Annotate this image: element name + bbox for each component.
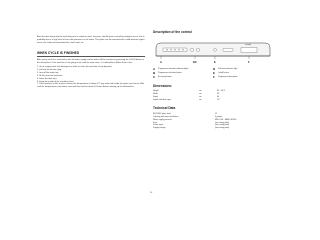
step-item: 3. turn off the water tap.: [37, 71, 59, 74]
dimensions-heading: Dimensions:: [153, 83, 173, 88]
dimension-value: 117: [217, 98, 221, 101]
dimension-label: Height: [153, 90, 159, 93]
legend-text: Programme selection indicator lights: [158, 68, 189, 71]
dimension-unit: cm: [199, 90, 202, 93]
intro-paragraph: Both the door lining and the tank lining are in stainless steel; however, should spots caused by oxidation occur, this is probably due to a high level of iron salts presence in the water. The spots can be removed with a mild abrasive agent; never use chlorine based materials, steel wool, etc.: [37, 36, 145, 44]
step-item: 1. do an empty wash with detergent in order to clean the machine of any deposits.: [37, 66, 113, 69]
heading-rule: [37, 56, 145, 57]
technical-row: [153, 127, 273, 130]
dimension-value: 45: [217, 93, 220, 96]
dimension-unit: cm: [199, 96, 202, 99]
technical-label: Water supply pressure: [153, 118, 172, 121]
dimension-label: Depth with door open: [153, 98, 171, 101]
cycle-finished-heading: WHEN CYCLE IS FINISHED: [37, 51, 80, 56]
legend-letter: E: [213, 71, 216, 76]
legend-text: Programme description: [218, 76, 238, 79]
technical-label: Supply voltage: [153, 127, 166, 130]
dimension-row: [153, 98, 273, 101]
technical-value: (see rating plate): [215, 124, 230, 127]
dimension-label: Width: [153, 93, 158, 96]
step-item: 6. Keep the inside of the machine clean.: [37, 80, 74, 83]
legend-item: [213, 75, 273, 79]
technical-value: MIN. 0.08 - MAX 0.8 MPa: [215, 118, 237, 121]
dimensions-section: [153, 84, 273, 102]
after-cycle-paragraph: After every wash it is essential to turn off water supply and to switch off the machine by pressing the On/Off button to the off position. If the machine is not going to be used for some time, it is advisable to follow these rules:: [37, 59, 144, 64]
legend-text: Programme selection button: [158, 72, 182, 75]
dimension-value: 60: [217, 96, 220, 99]
left-column: [37, 36, 145, 89]
dimension-unit: cm: [199, 98, 202, 101]
technical-data-heading: Technical Data: [153, 106, 176, 111]
step-item: 2. pull out the electric plug.: [37, 69, 62, 72]
legend-letter: A: [153, 67, 156, 72]
technical-label: Fuse: [153, 121, 158, 124]
control-legend: [153, 67, 273, 80]
right-column: [153, 30, 273, 130]
legend-item: [153, 75, 213, 79]
legend-text: Salt level indicator light: [218, 68, 238, 71]
legend-letter: D: [213, 67, 216, 72]
legend-letter: F: [213, 75, 215, 80]
storage-steps-list: [37, 66, 145, 89]
step-item: 4. fill the rinse-aid container.: [37, 74, 63, 77]
control-panel-drawing: [153, 39, 273, 61]
technical-value: (see rating plate): [215, 121, 230, 124]
control-description-heading: Description of the control: [153, 30, 192, 34]
technical-label: Capacity with pans and dishes: [153, 115, 179, 118]
control-panel-illustration: [153, 39, 273, 61]
step-item: 7. If the machine is left in places where the temperature is below 0°C any water left inside the pipes may freeze. Wait until the temperature rises above zero and then wait for about 24 hours before starting up the dishwasher.: [37, 83, 145, 89]
legend-text: Economy button: [158, 76, 172, 79]
dimension-value: 85 ÷ 86,5: [217, 90, 225, 93]
brand-logo: candy: [245, 43, 251, 46]
technical-value: 9 people: [215, 115, 223, 118]
step-item: 5. leave the door ajar.: [37, 77, 57, 80]
dimension-label: Depth: [153, 96, 159, 99]
technical-label: Power input: [153, 124, 163, 127]
legend-letter: C: [153, 75, 156, 80]
legend-row: [153, 75, 273, 79]
callout-e: E: [214, 60, 216, 64]
callout-a: A: [160, 60, 162, 64]
callout-f: F: [248, 60, 250, 64]
technical-data-section: [153, 106, 273, 129]
dimension-unit: cm: [199, 93, 202, 96]
technical-value: (see rating plate): [215, 127, 230, 130]
legend-letter: B: [153, 71, 156, 76]
legend-text: On/off button: [218, 72, 229, 75]
panel-callouts: [153, 61, 273, 66]
technical-label: EN 50242 place load: [153, 113, 171, 116]
page-number: 16: [150, 192, 153, 194]
technical-value: 11: [215, 113, 217, 116]
callout-bc: BC: [193, 60, 197, 64]
